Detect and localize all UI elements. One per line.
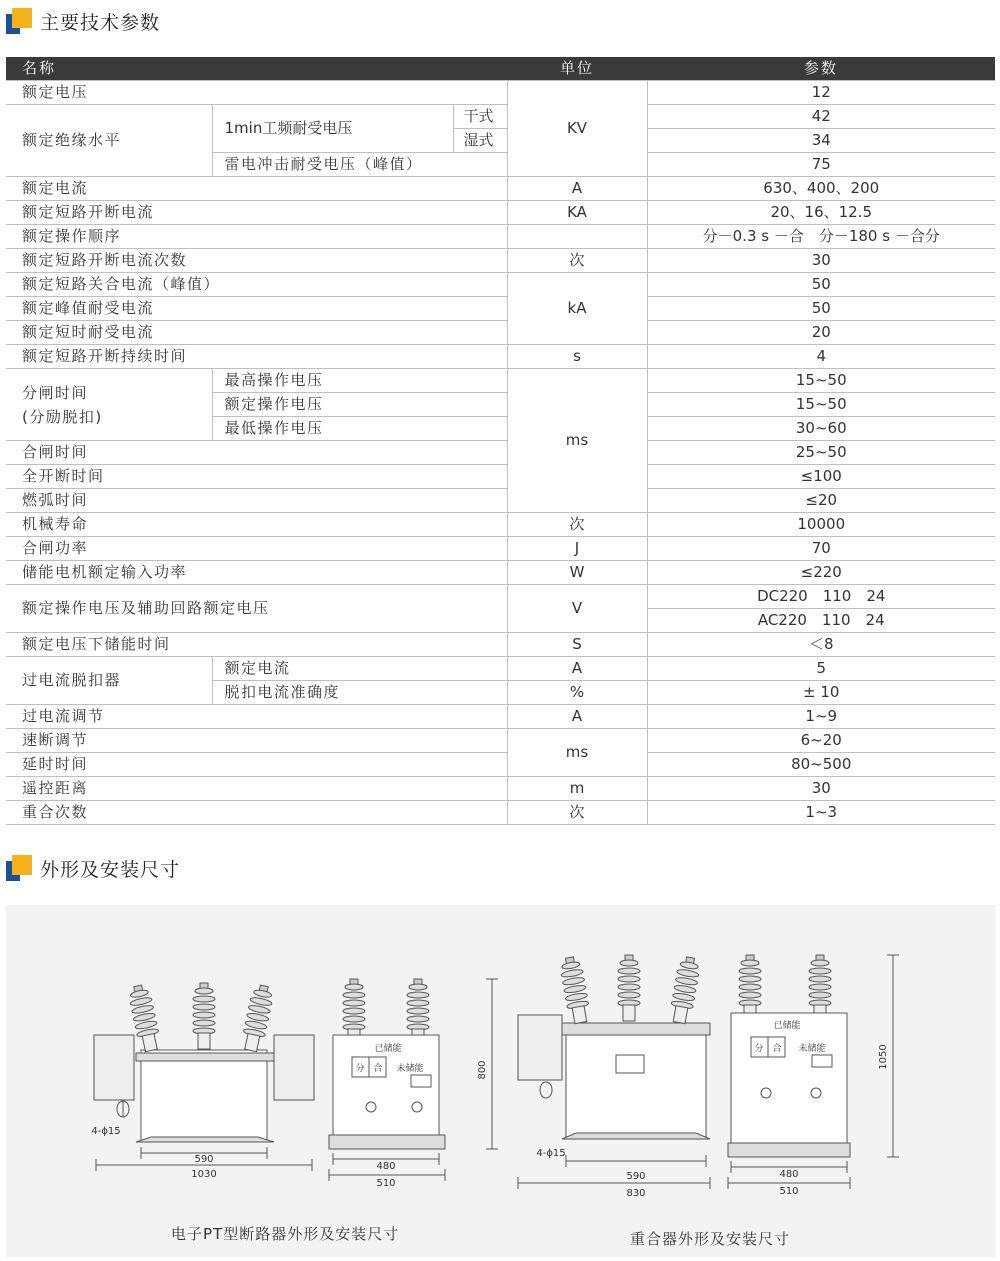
- right-side-view: [728, 955, 899, 1197]
- left-side-view: [329, 979, 498, 1189]
- table-row: 额定电压下储能时间 S ＜8: [6, 633, 995, 657]
- table-row: 全开断时间 ≤100: [6, 465, 995, 489]
- spec-table: [6, 57, 995, 825]
- table-row: 额定操作电压及辅助回路额定电压 V DC220 110 24: [6, 585, 995, 609]
- svg-text:未储能: 未储能: [798, 1044, 826, 1054]
- svg-text:分: 分: [355, 1064, 365, 1074]
- svg-text:800: 800: [477, 1060, 488, 1080]
- table-row: 燃弧时间 ≤20: [6, 489, 995, 513]
- table-row: 额定峰值耐受电流 50: [6, 297, 995, 321]
- table-header-row: [6, 57, 995, 81]
- table-row: 速断调节 ms 6~20: [6, 729, 995, 753]
- table-row: 额定短路开断电流 KA 20、16、12.5: [6, 201, 995, 225]
- svg-text:未储能: 未储能: [396, 1064, 424, 1074]
- svg-text:830: 830: [626, 1188, 646, 1199]
- svg-text:510: 510: [779, 1186, 799, 1197]
- drawing-panel: [6, 905, 995, 1257]
- left-front-view: [91, 983, 314, 1180]
- right-front-view: [518, 955, 710, 1199]
- svg-text:510: 510: [376, 1178, 396, 1189]
- svg-text:480: 480: [779, 1169, 799, 1180]
- header-name: 名称: [6, 57, 507, 81]
- table-row: 额定操作顺序 分－0.3 s －合 分－180 s －合分: [6, 225, 995, 249]
- table-row: 遥控距离 m 30: [6, 777, 995, 801]
- table-row: 额定电压 KV 12: [6, 81, 995, 105]
- svg-text:4-ϕ15: 4-ϕ15: [536, 1148, 566, 1159]
- svg-text:1030: 1030: [191, 1169, 217, 1180]
- svg-text:590: 590: [194, 1154, 214, 1165]
- header-value: 参数: [647, 57, 995, 81]
- table-row: 脱扣电流准确度 % ± 10: [6, 681, 995, 705]
- table-row: 延时时间 80~500: [6, 753, 995, 777]
- section-header-dimensions: [6, 853, 180, 883]
- table-row: 雷电冲击耐受电压（峰值） 75: [6, 153, 995, 177]
- caption-left: 电子PT型断路器外形及安装尺寸: [171, 1225, 400, 1243]
- table-row: 机械寿命 次 10000: [6, 513, 995, 537]
- section-marker-icon: [6, 855, 32, 881]
- table-row: 储能电机额定输入功率 W ≤220: [6, 561, 995, 585]
- svg-text:合: 合: [373, 1064, 383, 1074]
- section-marker-icon: [6, 8, 32, 34]
- svg-text:590: 590: [626, 1171, 646, 1182]
- svg-text:480: 480: [376, 1161, 396, 1172]
- svg-text:4-ϕ15: 4-ϕ15: [91, 1126, 121, 1137]
- dimension-drawings: [6, 905, 995, 1257]
- table-row: AC220 110 24: [6, 609, 995, 633]
- header-unit: 单位: [507, 57, 647, 81]
- section-header-specs: [6, 6, 160, 36]
- svg-text:已储能: 已储能: [773, 1021, 801, 1031]
- table-row: 额定绝缘水平 1min工频耐受电压 干式 42: [6, 105, 995, 129]
- svg-text:已储能: 已储能: [374, 1044, 402, 1054]
- svg-text:合: 合: [772, 1044, 782, 1054]
- section-title: 主要技术参数: [40, 11, 161, 34]
- table-row: 湿式 34: [6, 129, 995, 153]
- table-row: 额定操作电压 15~50: [6, 393, 995, 417]
- table-row: 重合次数 次 1~3: [6, 801, 995, 825]
- table-row: 合闸功率 J 70: [6, 537, 995, 561]
- table-row: 额定短路开断电流次数 次 30: [6, 249, 995, 273]
- table-row: 额定短路开断持续时间 s 4: [6, 345, 995, 369]
- table-row: 合闸时间 25~50: [6, 441, 995, 465]
- table-row: 额定短路关合电流（峰值） kA 50: [6, 273, 995, 297]
- svg-text:分: 分: [754, 1044, 764, 1054]
- table-row: 额定短时耐受电流 20: [6, 321, 995, 345]
- section-title: 外形及安装尺寸: [40, 858, 181, 881]
- svg-text:1050: 1050: [878, 1044, 889, 1070]
- caption-right: 重合器外形及安装尺寸: [630, 1230, 791, 1248]
- table-row: 过电流调节 A 1~9: [6, 705, 995, 729]
- table-row: 分闸时间 (分励脱扣) 最高操作电压 ms 15~50: [6, 369, 995, 393]
- table-row: 最低操作电压 30~60: [6, 417, 995, 441]
- table-row: 额定电流 A 630、400、200: [6, 177, 995, 201]
- table-row: 过电流脱扣器 额定电流 A 5: [6, 657, 995, 681]
